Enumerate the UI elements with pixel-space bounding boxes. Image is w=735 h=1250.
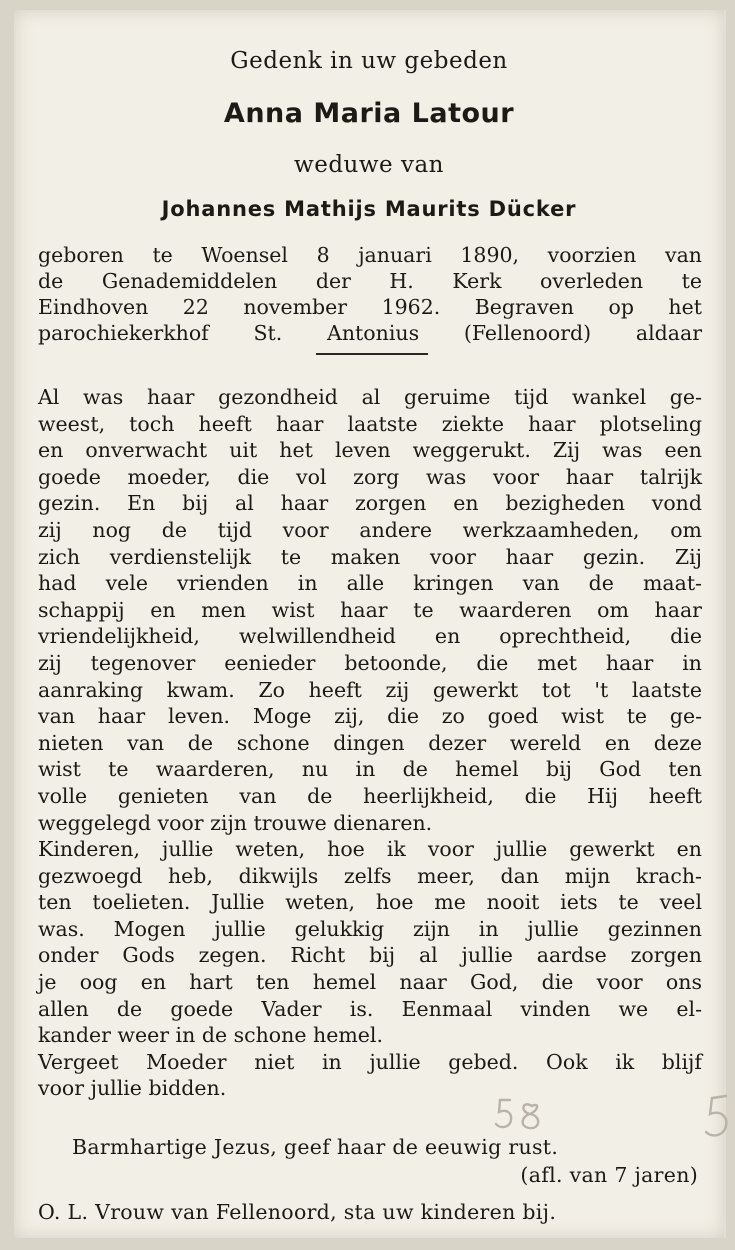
text-line: van haar leven. Moge zij, die zo goed wist te ge- [38,704,702,729]
text-line: zich verdienstelijk te maken voor haar gezin. Zij [38,544,702,569]
birth-death-paragraph [38,242,702,346]
text-line: en onverwacht uit het leven weggerukt. Zij was een [38,438,702,463]
memorial-card [14,10,726,1238]
pencil-mark-5 [700,1092,732,1148]
indulgence-note: (afl. van 7 jaren) [520,1163,698,1187]
text-line: gezin. En bij al haar zorgen en bezigheden vond [38,491,702,516]
intro-line: Gedenk in uw gebeden [230,48,508,74]
text-line: Al was haar gezondheid al geruime tijd wankel ge- [38,385,702,409]
text-line: Eindhoven 22 november 1962. Begraven op het [38,295,702,319]
text-line: was. Mogen jullie gelukkig zijn in jullie gezinnen [38,916,702,941]
text-line: schappij en men wist haar te waarderen om haar [38,597,702,622]
text-line: ten toelieten. Jullie weten, hoe me nooit iets te veel [38,890,702,915]
deceased-name: Anna Maria Latour [223,98,515,129]
text-line: volle genieten van de heerlijkheid, die Hij heeft [38,783,702,808]
husband-name: Johannes Mathijs Maurits Dücker [161,197,577,221]
text-line: geboren te Woensel 8 januari 1890, voorzien van [38,243,702,267]
text-line: gezwoegd heb, dikwijls zelfs meer, dan mijn krach- [38,863,702,888]
text-line: je oog en hart ten hemel naar God, die voor ons [38,970,702,995]
text-line: weest, toch heeft haar laatste ziekte haar plotseling [38,411,702,436]
text-line: aanraking kwam. Zo heeft zij gewerkt tot 't laatste [38,677,702,702]
text-line: vriendelijkheid, welwillendheid en oprechtheid, die [38,624,702,649]
text-line: zij tegenover eenieder betoonde, die met haar in [38,650,702,675]
text-line: allen de goede Vader is. Eenmaal vinden we el- [38,996,702,1021]
closing-prayer: Barmhartige Jezus, geef haar de eeuwig rust. [72,1135,559,1159]
text-line: Kinderen, jullie weten, hoe ik voor jullie gewerkt en [38,837,702,862]
text-line: kander weer in de schone hemel. [38,1023,383,1048]
closing-invocation: O. L. Vrouw van Fellenoord, sta uw kinderen bij. [38,1200,557,1224]
text-line: onder Gods zegen. Richt bij al jullie aardse zorgen [38,943,702,968]
text-line: goede moeder, die vol zorg was voor haar talrijk [38,464,702,489]
relation-line: weduwe van [294,152,444,178]
text-line: had vele vrienden in alle kringen van de maat- [38,571,702,596]
eulogy-paragraph [38,384,702,1102]
text-line: Vergeet Moeder niet in jullie gebed. Ook ik blijf [38,1049,702,1074]
text-line: weggelegd voor zijn trouwe dienaren. [38,810,433,835]
text-line: de Genademiddelen der H. Kerk overleden te [38,269,702,293]
text-line: parochiekerkhof St. Antonius (Fellenoord) aldaar [38,321,702,345]
text-line: voor jullie bidden. [38,1076,227,1101]
text-line: wist te waarderen, nu in de hemel bij God ten [38,757,702,782]
divider-rule [316,353,428,355]
pencil-mark-58 [492,1096,562,1132]
text-line: nieten van de schone dingen dezer wereld en deze [38,730,702,755]
text-line: zij nog de tijd voor andere werkzaamheden, om [38,517,702,542]
